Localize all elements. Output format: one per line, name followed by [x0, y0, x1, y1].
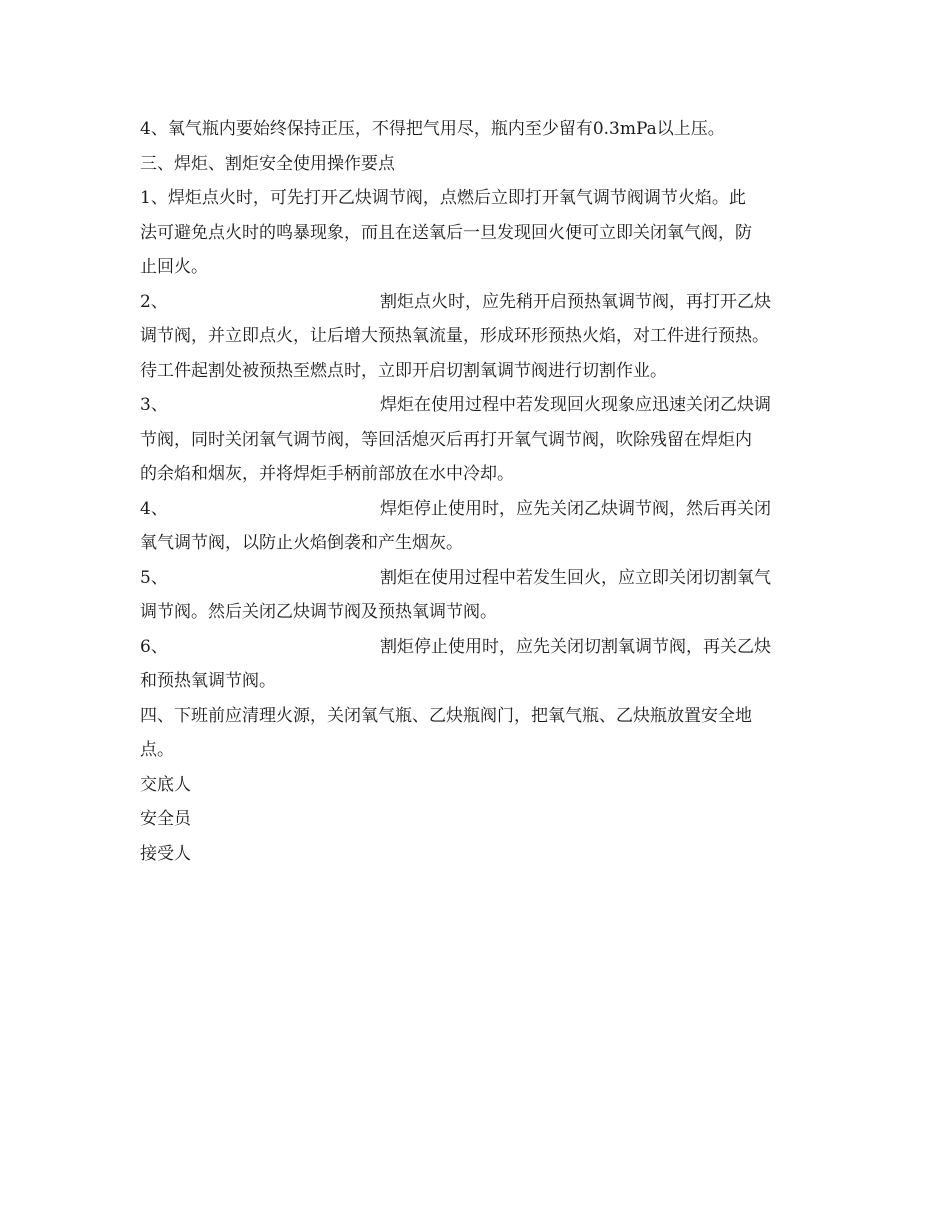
signature-receiver-label: 接受人: [140, 843, 191, 864]
paragraph-oxygen-pressure: 4、氧气瓶内要始终保持正压，不得把气用尽，瓶内至少留有0.3mPa以上压。: [140, 119, 725, 139]
item-1-line-2: 法可避免点火时的鸣暴现象，而且在送氧后一旦发现回火便可立即关闭氧气阀，防: [140, 222, 752, 243]
item-6-line-2: 和预热氧调节阀。: [140, 671, 276, 691]
item-2-line-2: 调节阀，并立即点火，让后增大预热氧流量，形成环形预热火焰，对工件进行预热。: [140, 326, 769, 346]
item-1-line-3: 止回火。: [140, 257, 208, 277]
item-3-line-2: 节阀，同时关闭氧气调节阀，等回活熄灭后再打开氧气调节阀，吹除残留在焊炬内: [140, 429, 752, 450]
item-2-text: 割炬点火时，应先稍开启预热氧调节阀，再打开乙炔: [380, 291, 771, 312]
document-body: [140, 112, 815, 871]
item-4-line-2: 氧气调节阀，以防止火焰倒袭和产生烟灰。: [140, 533, 463, 553]
item-3-text: 焊炬在使用过程中若发现回火现象应迅速关闭乙炔调: [380, 395, 771, 415]
signature-safety-officer-label: 安全员: [140, 809, 191, 829]
section-heading-torch-safety: 三、焊炬、割炬安全使用操作要点: [140, 153, 395, 174]
section-four-line-2: 点。: [140, 740, 174, 760]
item-5-line-2: 调节阀。然后关闭乙炔调节阀及预热氧调节阀。: [140, 602, 497, 622]
item-4-number: 4、: [140, 498, 168, 519]
item-4-line-1: [140, 492, 815, 527]
item-5-number: 5、: [140, 567, 168, 588]
item-2-number: 2、: [140, 291, 168, 312]
item-6-number: 6、: [140, 636, 168, 657]
signature-discloser-label: 交底人: [140, 774, 191, 795]
item-3-number: 3、: [140, 395, 168, 415]
item-2-line-1: [140, 285, 815, 320]
section-four-line-1: 四、下班前应清理火源，关闭氧气瓶、乙炔瓶阀门，把氧气瓶、乙炔瓶放置安全地: [140, 705, 752, 726]
item-5-text: 割炬在使用过程中若发生回火，应立即关闭切割氧气: [380, 567, 771, 588]
item-2-line-3: 待工件起割处被预热至燃点时，立即开启切割氧调节阀进行切割作业。: [140, 360, 667, 381]
item-6-text: 割炬停止使用时，应先关闭切割氧调节阀，再关乙炔: [380, 636, 771, 657]
item-1-line-1: 1、焊炬点火时，可先打开乙炔调节阀，点燃后立即打开氧气调节阀调节火焰。此: [140, 188, 746, 208]
item-6-line-1: [140, 630, 815, 665]
item-5-line-1: [140, 561, 815, 596]
item-3-line-1: [140, 388, 815, 423]
item-4-text: 焊炬停止使用时，应先关闭乙炔调节阀，然后再关闭: [380, 498, 771, 519]
item-3-line-3: 的余焰和烟灰，并将焊炬手柄前部放在水中冷却。: [140, 464, 514, 484]
